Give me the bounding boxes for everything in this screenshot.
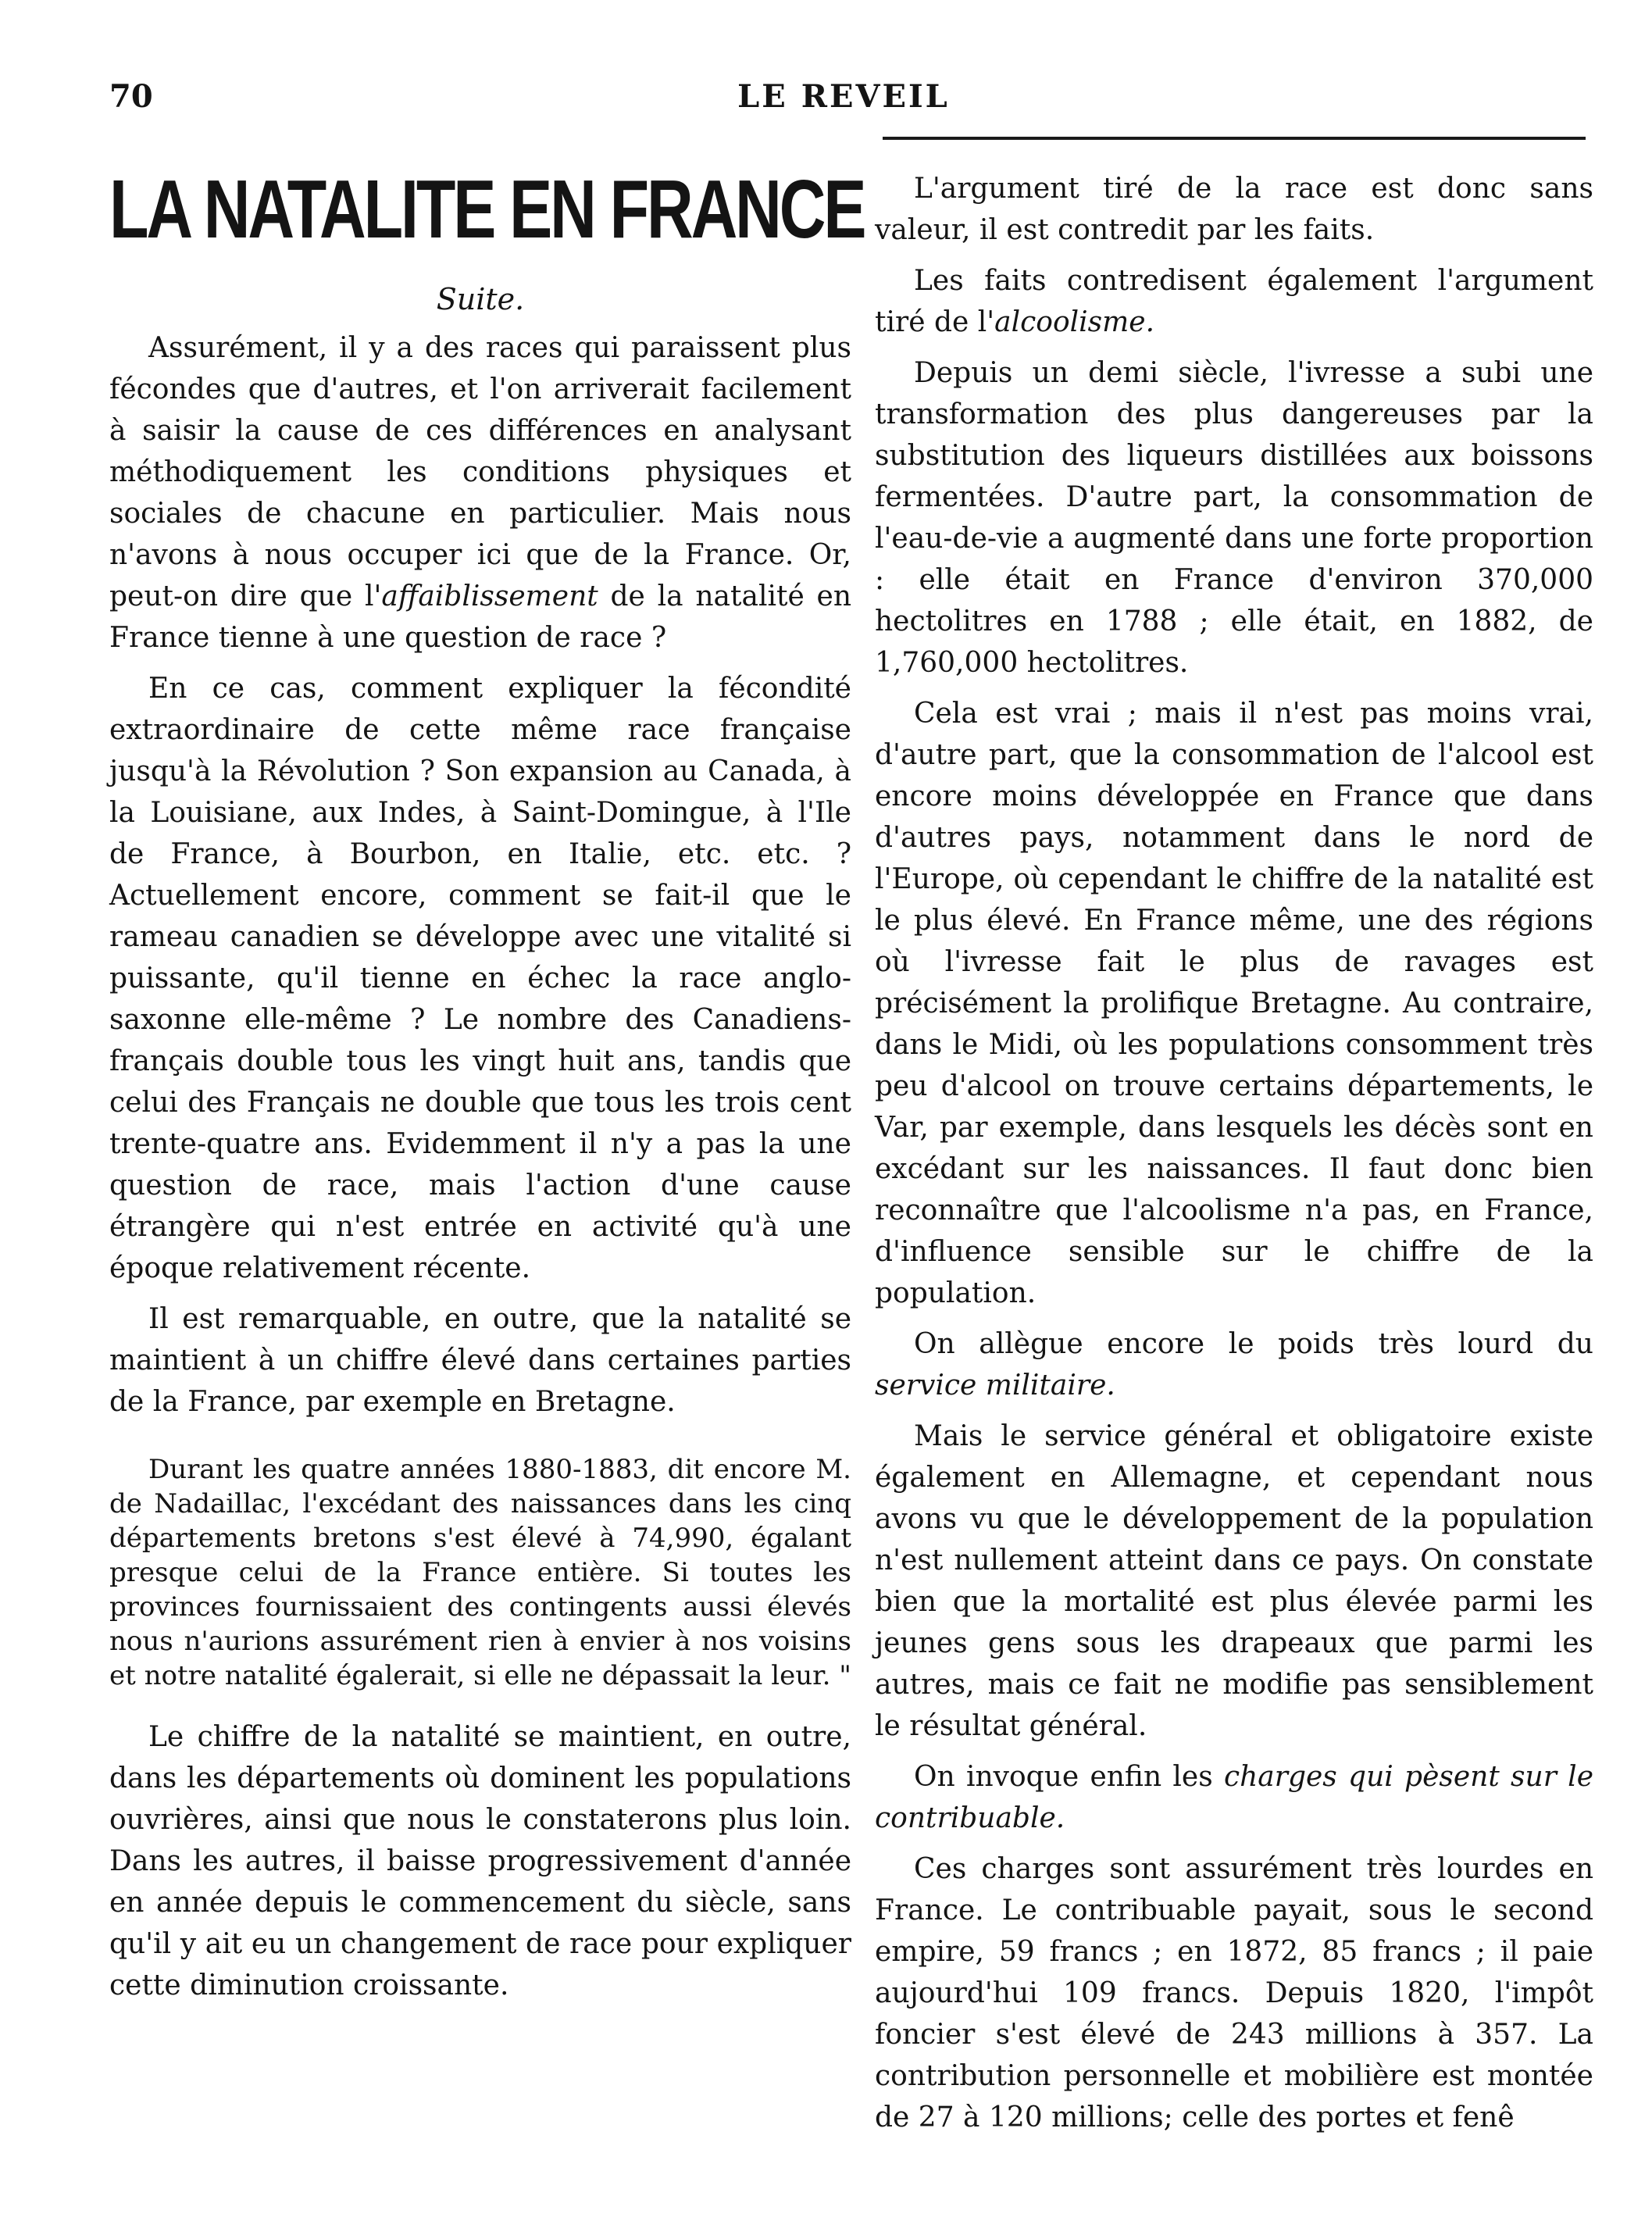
paragraph-ivresse: Depuis un demi siècle, l'ivresse a subi une transformation des plus dangereuses par la substitution des liqueurs distillées aux boissons fermentées. D'autre part, la consommation de l'eau-de-vie a augmenté dans une forte proportion : elle était en France d'environ 370,000 hectolitres en 1788 ; elle était, en 1882, de 1,760,000 hectolitres. — [875, 357, 1593, 679]
paragraph-charges-text: On invoque enfin les — [914, 1761, 1224, 1793]
right-column — [875, 168, 1593, 2148]
paragraph-canada: En ce cas, comment expliquer la fécondité extraordinaire de cette même race française jusqu'à la Révolution ? Son expansion au Canada, à la Louisiane, aux Indes, à Saint-Domingue, à l'Ile de France, à Bourbon, en Italie, etc. etc. ? Actuellement encore, comment se fait-il que le rameau canadien se développe avec une vitalité si puissante, qu'il tienne en échec la race anglo-saxonne elle-même ? Le nombre des Canadiens-français double tous les vingt huit ans, tandis que celui des Français ne double que tous les trois cent trente-quatre ans. Evidemment il n'y a pas la une question de race, mais l'action d'une cause étrangère qui n'est entrée en activité qu'à une époque relativement récente. — [109, 673, 851, 1284]
running-head: LE REVEIL — [737, 78, 950, 115]
page-header — [109, 78, 1578, 133]
paragraph-contribuable: Ces charges sont assurément très lourdes en France. Le contribuable payait, sous le second empire, 59 francs ; en 1872, 85 francs ; il paie aujourd'hui 109 francs. Depuis 1820, l'impôt foncier s'est élevé de 243 millions à 357. La contribution personnelle et mobilière est montée de 27 à 120 millions; celle des portes et fenê — [875, 1853, 1593, 2134]
paragraph-service-text: On allègue encore le poids très lourd du — [914, 1328, 1593, 1360]
paragraph-argument-race: L'argument tiré de la race est donc sans valeur, il est contredit par les faits. — [875, 173, 1593, 246]
paragraph-allemagne: Mais le service général et obligatoire existe également en Allemagne, et cependant nous avons vu que le développement de la population n'est nullement atteint dans ce pays. On constate bien que la mortalité est plus élevée parmi les jeunes gens sous les drapeaux que parmi les autres, mais ce fait ne modifie pas sensiblement le résultat général. — [875, 1420, 1593, 1742]
paragraph-race-text-b: de la natalité en France tienne à une question de race ? — [109, 580, 852, 654]
paragraph-charges-intro — [875, 1756, 1593, 1839]
quotation-nadaillac: Durant les quatre années 1880-1883, dit encore M. de Nadaillac, l'excédant des naissances dans les cinq départements bretons s'est élevé à 74,990, égalant presque celui de la France entière. Si toutes les provinces fournissaient des contingents aussi élevés nous n'aurions assurément rien à envier à nos voisins et notre natalité égalerait, si elle ne dépassait la leur. " — [109, 1454, 851, 1691]
paragraph-alcoolisme-emphasis: alcoolisme. — [994, 306, 1155, 338]
article-title: LA NATALITE EN FRANCE — [109, 163, 865, 255]
paragraph-service-emphasis: service militaire. — [875, 1369, 1115, 1402]
paragraph-alcoolisme-intro — [875, 260, 1593, 343]
paragraph-consommation: Cela est vrai ; mais il n'est pas moins vrai, d'autre part, que la consommation de l'alcool est encore moins développée en France que dans d'autres pays, notamment dans le nord de l'Europe, où cependant le chiffre de la natalité est le plus élevé. En France même, une des régions où l'ivresse fait le plus de ravages est précisément la prolifique Bretagne. Au contraire, dans le Midi, où les populations consomment très peu d'alcool on trouve certains départements, le Var, par exemple, dans lesquels les décès sont en excédant sur les naissances. Il faut donc bien reconnaître que l'alcoolisme n'a pas, en France, d'influence sensible sur le chiffre de la population. — [875, 698, 1593, 1309]
header-rule — [883, 137, 1586, 140]
paragraph-race — [109, 327, 851, 659]
paragraph-race-text-a: Assurément, il y a des races qui paraissent plus fécondes que d'autres, et l'on arriverait facilement à saisir la cause de ces différences en analysant méthodiquement les conditions physiques et sociales de chacune en particulier. Mais nous n'avons à nous occuper ici que de la France. Or, peut-on dire que l' — [109, 332, 851, 612]
page-number: 70 — [109, 78, 153, 115]
left-column — [109, 163, 865, 2016]
paragraph-bretagne: Il est remarquable, en outre, que la natalité se maintient à un chiffre élevé dans certaines parties de la France, par exemple en Bretagne. — [109, 1303, 851, 1418]
paragraph-alcoolisme-text: Les faits contredisent également l'argument tiré de l' — [875, 265, 1593, 338]
paragraph-ouvrieres: Le chiffre de la natalité se maintient, en outre, dans les départements où dominent les populations ouvrières, ainsi que nous le constaterons plus loin. Dans les autres, il baisse progressivement d'année en année depuis le commencement du siècle, sans qu'il y ait eu un changement de race pour expliquer cette diminution croissante. — [109, 1721, 851, 2001]
article-subtitle: Suite. — [436, 282, 525, 316]
paragraph-charges-emphasis: charges qui pèsent sur le contribuable. — [875, 1761, 1593, 1834]
paragraph-race-emphasis: affaiblissement — [381, 580, 598, 612]
paragraph-service-militaire-intro — [875, 1323, 1593, 1406]
